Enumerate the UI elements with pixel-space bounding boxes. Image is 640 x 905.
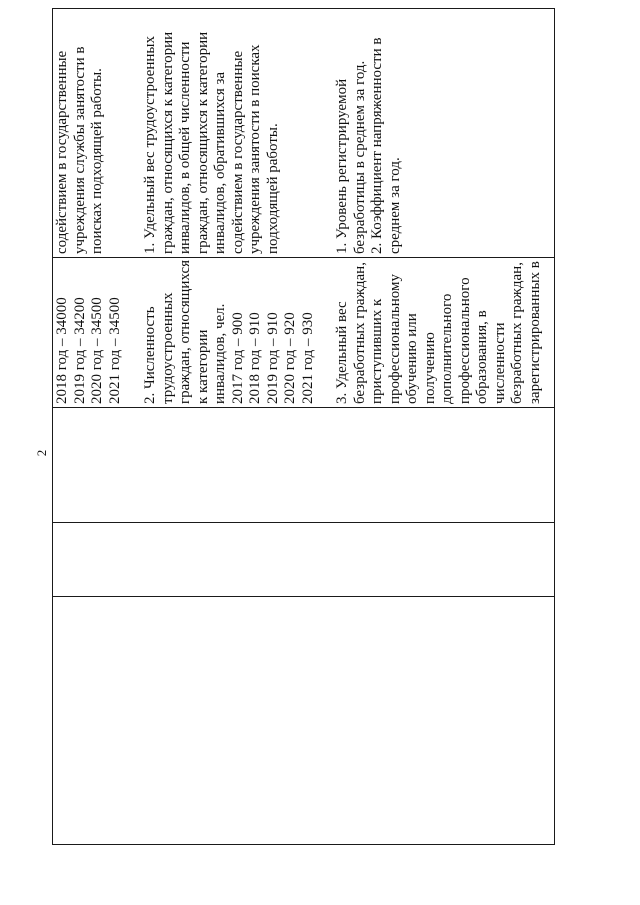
cell-text-line: к категории: [194, 329, 211, 404]
cell-text-line: зарегистрированных в: [526, 261, 543, 404]
cell-text-line: профессиональному: [386, 274, 403, 404]
cell-text-line: подходящей работы.: [264, 123, 281, 254]
table-column-empty-2: [53, 523, 554, 597]
values-cell: [54, 260, 124, 404]
cell-text-line: 2018 год – 910: [247, 312, 263, 404]
cell-text-line: приступивших к: [369, 298, 385, 404]
cell-text-line: инвалидов, в общей численности: [177, 41, 193, 254]
cell-text-line: поисках подходящей работы.: [89, 68, 105, 254]
cell-text-line: профессионального: [456, 277, 473, 404]
table-column-empty-3: [53, 408, 554, 523]
cell-text-line: 3. Удельный вес: [334, 301, 350, 404]
cell-text-line: 1. Уровень регистрируемой: [334, 78, 350, 254]
cell-text-line: содействием в государственные: [229, 50, 246, 254]
cell-text-line: содействием в государственные: [54, 50, 70, 254]
cell-text-line: 2019 год – 34200: [71, 297, 88, 404]
cell-text-line: граждан, относящихся: [177, 259, 193, 404]
cell-text-line: граждан, относящихся к категории: [159, 31, 176, 254]
cell-text-line: среднем за год.: [386, 157, 403, 254]
cell-text-line: 2018 год – 34000: [54, 297, 70, 404]
page-number: 2: [34, 449, 49, 457]
cell-text-line: образования, в: [474, 310, 490, 404]
results-cell: [142, 11, 282, 254]
cell-text-line: безработных граждан,: [351, 262, 368, 404]
results-cell: [334, 11, 404, 254]
cell-text-line: 2019 год – 910: [264, 312, 281, 404]
cell-text-line: безработицы в среднем за год.: [351, 60, 368, 254]
cell-text-line: обучению или: [404, 313, 420, 404]
cell-text-line: получению: [421, 332, 438, 404]
cell-text-line: 2020 год – 34500: [89, 297, 105, 404]
cell-text-line: численности: [491, 322, 508, 404]
cell-text-line: инвалидов, чел.: [212, 303, 228, 404]
cell-text-line: 2. Численность: [142, 306, 158, 404]
cell-text-line: дополнительного: [439, 293, 455, 404]
values-cell: [142, 260, 317, 404]
cell-text-line: учреждения занятости в поисках: [247, 44, 263, 254]
results-cell: [54, 11, 107, 254]
cell-text-line: трудоустроенных: [159, 292, 176, 404]
cell-text-line: учреждения службы занятости в: [71, 46, 88, 254]
cell-text-line: инвалидов, обратившихся за: [212, 71, 228, 254]
cell-text-line: 2021 год – 930: [299, 312, 316, 404]
cell-text-line: безработных граждан,: [509, 262, 525, 404]
cell-text-line: граждан, относящихся к категории: [194, 31, 211, 254]
cell-text-line: 2021 год – 34500: [106, 297, 123, 404]
cell-text-line: 2017 год – 900: [229, 312, 246, 404]
table-column-results: [53, 9, 554, 258]
rotated-table: [52, 8, 555, 845]
table-column-empty-1: [53, 597, 554, 844]
cell-text-line: 1. Удельный вес трудоустроенных: [142, 36, 158, 254]
cell-text-line: 2. Коэффициент напряженности в: [369, 37, 385, 254]
values-cell: [334, 260, 544, 404]
table-column-values: [53, 258, 554, 408]
cell-text-line: 2020 год – 920: [282, 312, 298, 404]
